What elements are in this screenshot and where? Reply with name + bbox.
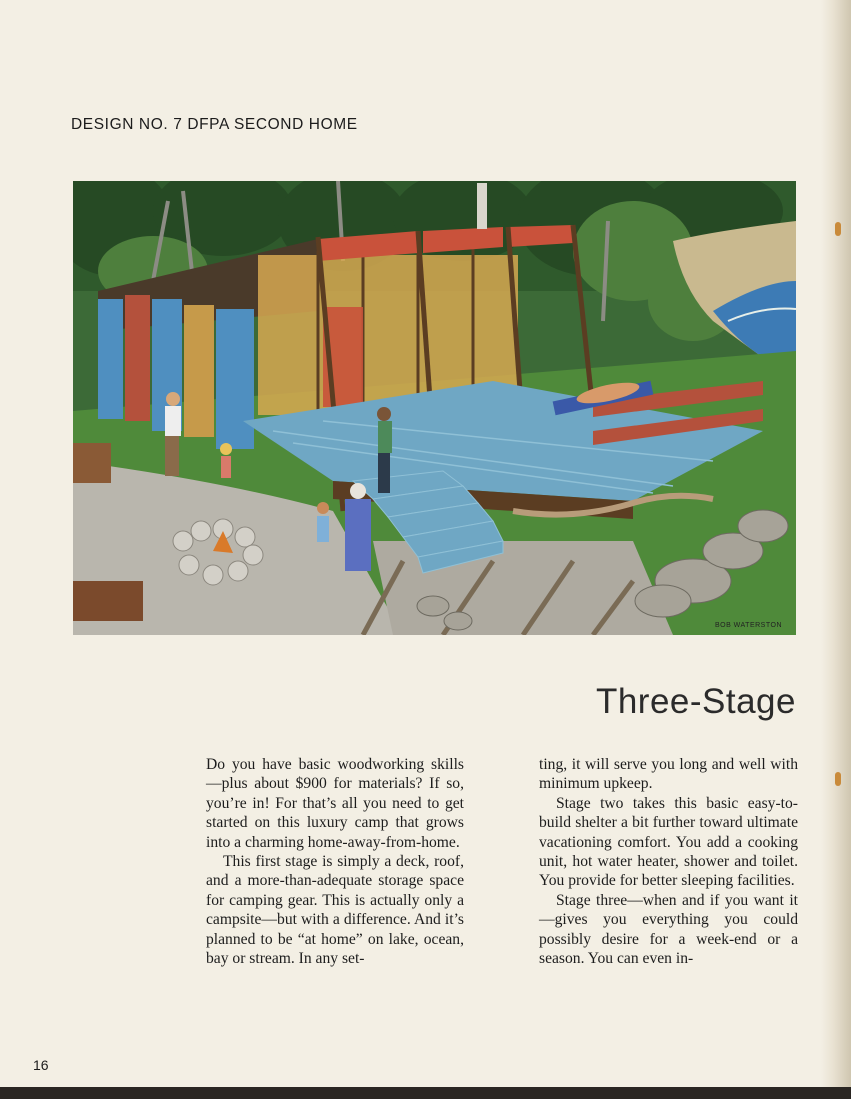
article-title: Three-Stage [595, 682, 796, 721]
paragraph: Do you have basic woodworking skills—plus about $900 for materials? If so, you’re in! For that’s all you need to get started on this luxury camp that grows into a charming home-away-from-home. [206, 756, 464, 851]
page-number: 16 [33, 1057, 49, 1073]
paragraph: This first stage is simply a deck, roof, and a more-than-adequate storage space for camping gear. This is actually only a campsite—but with a difference. And it’s planned to be “at home” on lake, ocean, bay or stream. In any set- [206, 853, 464, 968]
cabin-illustration [73, 181, 796, 635]
paragraph: Stage two takes this basic easy-to-build shelter a bit further toward ultimate vacationing comfort. You add a cooking unit, hot water heater, shower and toilet. You provide for better sleeping facilities. [539, 794, 798, 890]
text-column-2 [539, 755, 798, 968]
text-column-1 [206, 755, 464, 968]
paragraph: Stage three—when and if you want it—gives you everything you could possibly desire for a week-end or a season. You can even in- [539, 891, 798, 968]
design-label: DESIGN NO. 7 DFPA SECOND HOME [71, 116, 358, 133]
artist-signature: BOB WATERSTON [714, 622, 782, 629]
page-edge [821, 0, 851, 1099]
page-stain [835, 222, 841, 236]
page-bottom-edge [0, 1087, 851, 1099]
paragraph: ting, it will serve you long and well with minimum upkeep. [539, 756, 798, 793]
page-stain [835, 772, 841, 786]
